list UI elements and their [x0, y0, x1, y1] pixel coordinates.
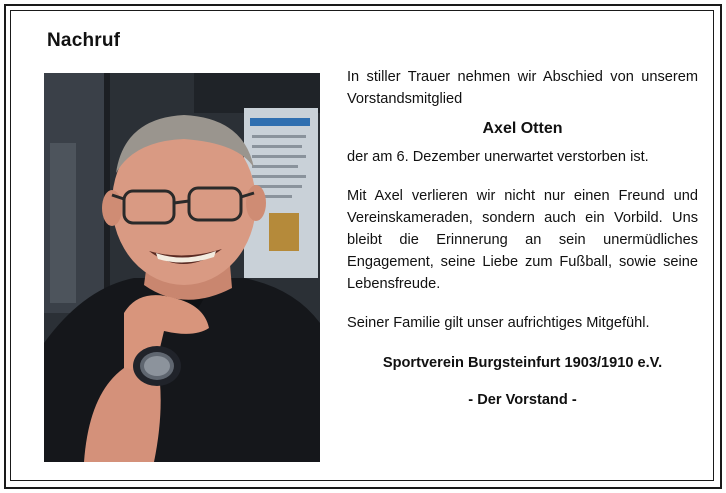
tribute-text: Mit Axel verlieren wir nicht nur einen Freund und Vereinskameraden, sondern auch ein Vorbild. Uns bleibt die Erinnerung an sein unermüdliches Engagement, seine Liebe zum Fußball, sowie seine Lebensfreude. — [347, 188, 698, 292]
notice-text — [347, 66, 698, 411]
portrait-photo — [44, 73, 320, 462]
portrait-illustration — [44, 73, 320, 462]
notice-heading: Nachruf — [47, 30, 121, 51]
intro-text: In stiller Trauer nehmen wir Abschied von unserem Vorstandsmitglied — [347, 69, 698, 107]
condolence-text: Seiner Familie gilt unser aufrichtiges Mitgefühl. — [347, 315, 650, 331]
club-name: Sportverein Burgsteinfurt 1903/1910 e.V. — [382, 355, 663, 371]
signature: - Der Vorstand - — [468, 392, 577, 408]
date-line: der am 6. Dezember unerwartet verstorben ist. — [347, 149, 649, 165]
deceased-name: Axel Otten — [482, 120, 563, 137]
